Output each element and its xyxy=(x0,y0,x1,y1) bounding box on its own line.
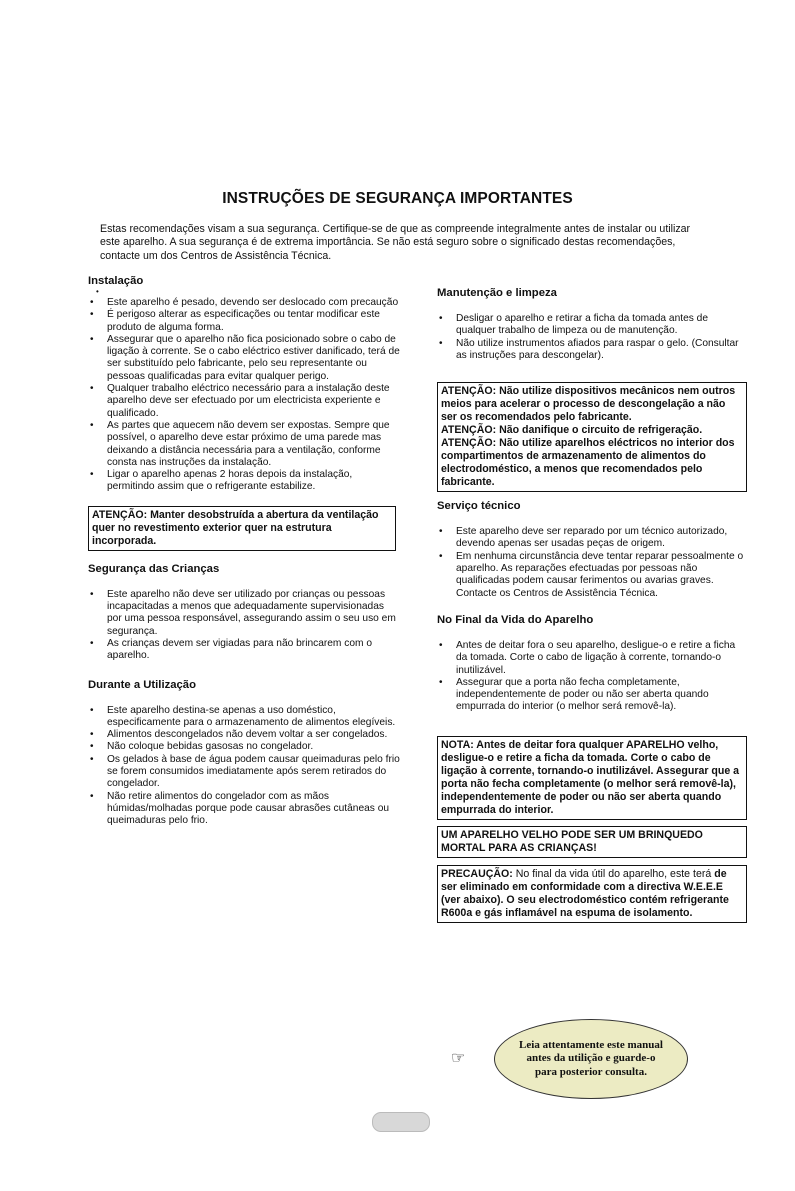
disposal-note-box: NOTA: Antes de deitar fora qualquer APARELHO velho, desligue-o e retire a ficha da tomada. Corte o cabo de ligação à corrente, tornando-o inutilizável. Assegurar que a porta não fecha completamente (o melhor será removê-la), independentemente de poder ou não ser aberta quando empurrada do interior. xyxy=(437,736,747,820)
caution-lead: PRECAUÇÃO: xyxy=(441,867,513,880)
list-item: • Este aparelho é pesado, devendo ser deslocado com precaução xyxy=(88,297,400,309)
list-item: • Este aparelho não deve ser utilizado por crianças ou pessoas incapacitadas a menos que adequadamente supervisionadas por uma pessoa responsável, assegurando assim o seu uso em segurança. xyxy=(88,589,400,638)
maintenance-list xyxy=(437,313,749,362)
left-column xyxy=(88,275,400,828)
list-item: • É perigoso alterar as especificações ou tentar modificar este produto de alguma forma. xyxy=(88,309,400,334)
list-item: • Não coloque bebidas gasosas no congelador. xyxy=(88,741,400,753)
list-item: • Em nenhuma circunstância deve tentar reparar pessoalmente o aparelho. As reparações efectuadas por pessoas não qualificadas podem causar ferimentos ou avarias graves. Contacte os Centros de Assistência Técnica. xyxy=(437,551,749,600)
section-title-end-of-life: No Final da Vida do Aparelho xyxy=(437,613,594,626)
list-item: • Desligar o aparelho e retirar a ficha da tomada antes de qualquer trabalho de limpeza ou de manutenção. xyxy=(437,313,749,338)
section-title-usage: Durante a Utilização xyxy=(88,678,196,691)
read-manual-text: Leia attentamente este manual antes da utilição e guarde-o para posterior consulta. xyxy=(519,1038,663,1078)
list-item: • Não utilize instrumentos afiados para raspar o gelo. (Consultar as instruções para descongelar). xyxy=(437,338,749,363)
defrost-warning-box: ATENÇÃO: Não utilize dispositivos mecânicos nem outros meios para acelerar o processo de descongelação a não ser os recomendados pelo fabricante. ATENÇÃO: Não danifique o circuito de refrigeração. ATENÇÃO: Não utilize aparelhos eléctricos no interior dos compartimentos de armazenamento de alimentos do electrodoméstico, a menos que recomendados pelo fabricante. xyxy=(437,382,747,492)
section-title-service: Serviço técnico xyxy=(437,500,521,513)
caution-rest: de ser eliminado em conformidade com a directiva W.E.E.E (ver abaixo). O seu electrodoméstico contém refrigerante R600a e gás inflamável na espuma de isolamento. xyxy=(441,867,729,919)
section-title-maintenance: Manutenção e limpeza xyxy=(437,287,557,299)
list-item: • As crianças devem ser vigiadas para não brincarem com o aparelho. xyxy=(88,638,400,663)
weee-caution-box xyxy=(437,865,747,923)
intro-text: Estas recomendações visam a sua segurança. Certifique-se de que as compreende integralmente antes de instalar ou utilizar este aparelho. A sua segurança é de extrema importância. Se não está seguro sobre o significado destas recomendações, contacte um dos Centros de Assistência Técnica. xyxy=(100,223,691,262)
children-list xyxy=(88,589,400,663)
right-column xyxy=(437,287,749,923)
list-item: • Assegurar que a porta não fecha completamente, independentemente de poder ou não ser aberta quando empurrada do interior (o melhor será removê-la). xyxy=(437,677,749,714)
usage-list xyxy=(88,705,400,828)
list-item: • Ligar o aparelho apenas 2 horas depois da instalação, permitindo assim que o refrigerante estabilize. xyxy=(88,469,400,494)
caution-normal: No final da vida útil do aparelho, este terá xyxy=(512,867,712,880)
list-item: • Antes de deitar fora o seu aparelho, desligue-o e retire a ficha da tomada. Corte o cabo de ligação à corrente, tornando-o inutilizável. xyxy=(437,640,749,677)
list-item: • Alimentos descongelados não devem voltar a ser congelados. xyxy=(88,729,400,741)
list-item: • Este aparelho deve ser reparado por um técnico autorizado, devendo apenas ser usadas peças de origem. xyxy=(437,526,749,551)
ventilation-warning-box: ATENÇÃO: Manter desobstruída a abertura da ventilação quer no revestimento exterior quer na estrutura incorporada. xyxy=(88,506,396,551)
section-title-children: Segurança das Crianças xyxy=(88,562,220,575)
list-item: • Qualquer trabalho eléctrico necessário para a instalação deste aparelho deve ser efectuado por um electricista experiente e qualificado. xyxy=(88,383,400,420)
section-title-installation: Instalação xyxy=(88,275,144,287)
read-manual-oval xyxy=(494,1019,688,1099)
installation-list xyxy=(88,297,400,494)
end-of-life-list xyxy=(437,640,749,714)
list-item: • Assegurar que o aparelho não fica posicionado sobre o cabo de ligação à corrente. Se o cabo eléctrico estiver danificado, terá de ser substituído pelo fabricante, pelo seu representante ou pessoas qualificadas para evitar qualquer perigo. xyxy=(88,334,400,383)
list-item: • Este aparelho destina-se apenas a uso doméstico, especificamente para o armazenamento de alimentos elegíveis. xyxy=(88,705,400,730)
page-number-badge xyxy=(372,1112,430,1132)
pointing-hand-icon: ☞ xyxy=(451,1050,466,1067)
page-title: INSTRUÇÕES DE SEGURANÇA IMPORTANTES xyxy=(222,190,573,207)
list-item: • Não retire alimentos do congelador com as mãos húmidas/molhadas porque pode causar abrasões cutâneas ou queimaduras pelo frio. xyxy=(88,791,400,828)
stray-bullet: • xyxy=(96,287,99,296)
list-item: • Os gelados à base de água podem causar queimaduras pelo frio se forem consumidos imediatamente após serem retirados do congelador. xyxy=(88,754,400,791)
service-list xyxy=(437,526,749,600)
child-danger-box: UM APARELHO VELHO PODE SER UM BRINQUEDO MORTAL PARA AS CRIANÇAS! xyxy=(437,826,747,858)
list-item: • As partes que aquecem não devem ser expostas. Sempre que possível, o aparelho deve estar próximo de uma parede mas deixando a distância necessária para a ventilação, conforme consta nas instruções da instalação. xyxy=(88,420,400,469)
